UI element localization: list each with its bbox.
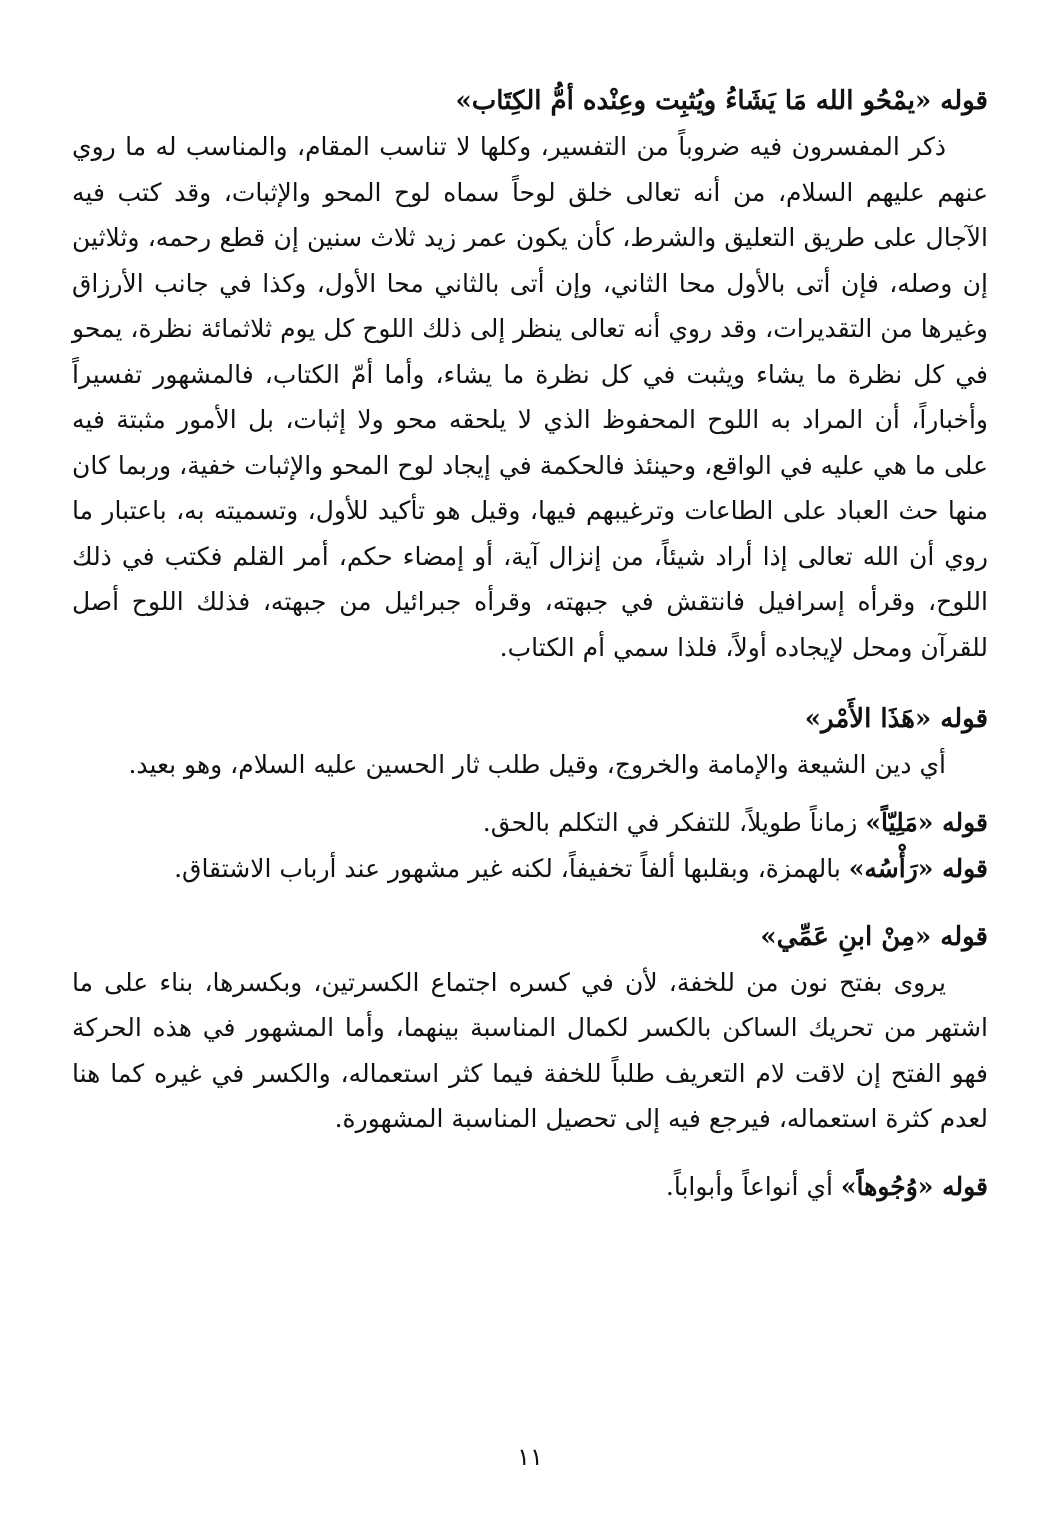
spacer: [72, 670, 988, 696]
inline-entry-text: بالهمزة، وبقلبها ألفاً تخفيفاً، لكنه غير مشهور عند أرباب الاشتقاق.: [174, 853, 849, 883]
section-heading-2: قوله «هَذَا الأَمْر»: [804, 704, 988, 734]
inline-entry-label: قوله «مَلِيّاً»: [865, 807, 988, 837]
inline-entry-1: [72, 800, 988, 846]
final-entry: [72, 1164, 988, 1210]
inline-entry-text: زماناً طويلاً، للتفكر في التكلم بالحق.: [482, 807, 866, 837]
inline-entry-2: [72, 846, 988, 892]
section-paragraph-3: يروى بفتح نون من للخفة، لأن في كسره اجتماع الكسرتين، وبكسرها، بناء على ما اشتهر من تحريك الساكن بالكسر لكمال المناسبة بينهما، وأما المشهور في هذه الحركة فهو الفتح إن لاقت لام التعريف طلباً للخفة فيما كثر استعماله، والكسر في غيره كما هنا لعدم كثرة استعماله، فيرجع فيه إلى تحصيل المناسبة المشهورة.: [72, 967, 988, 1133]
final-entry-text: أي أنواعاً وأبواباً.: [665, 1171, 841, 1201]
page-body: [72, 78, 988, 1210]
section-heading-1: قوله «يمْحُو الله مَا يَشَاءُ ويُثبِت وعِنْده أمُّ الكِتَاب»: [455, 86, 988, 116]
final-entry-label: قوله «وُجُوهاً»: [840, 1171, 988, 1201]
section-paragraph-2: أي دين الشيعة والإمامة والخروج، وقيل طلب ثار الحسين عليه السلام، وهو بعيد.: [128, 750, 946, 779]
spacer: [72, 788, 988, 800]
section-paragraph-1: ذكر المفسرون فيه ضروباً من التفسير، وكلها لا تناسب المقام، والمناسب له ما روي عنهم عليهم السلام، من أنه تعالى خلق لوحاً سماه لوح المحو والإثبات، وقد كتب فيه الآجال على طريق التعليق والشرط، كأن يكون عمر زيد ثلاث سنين إن قطع رحمه، وثلاثين إن وصله، فإن أتى بالأول محا الثاني، وإن أتى بالثاني محا الأول، وكذا في جانب الأرزاق وغيرها من التقديرات، وقد روي أنه تعالى ينظر إلى ذلك اللوح كل يوم ثلاثمائة نظرة، يمحو في كل نظرة ما يشاء ويثبت في كل نظرة ما يشاء، وأما أمّ الكتاب، فالمشهور تفسيراً وأخباراً، أن المراد به اللوح المحفوظ الذي لا يلحقه محو ولا إثبات، بل الأمور مثبتة فيه على ما هي عليه في الواقع، وحينئذ فالحكمة في إيجاد لوح المحو والإثبات خفية، وربما كان منها حث العباد على الطاعات وترغيبهم فيها، وقيل هو تأكيد للأول، وتسميته به، باعتبار ما روي أن الله تعالى إذا أراد شيئاً، من إنزال آية، أو إمضاء حكم، أمر القلم فكتب في ذلك اللوح، وقرأه إسرافيل فانتقش في جبهته، وقرأه جبرائيل من جبهته، فذلك اللوح أصل للقرآن ومحل لإيجاده أولاً، فلذا سمي أم الكتاب.: [72, 132, 988, 662]
section-heading-3: قوله «مِنْ ابنِ عَمِّي»: [760, 921, 988, 952]
page-number: ١١: [517, 1443, 543, 1471]
inline-entry-label: قوله «رَأْسُه»: [848, 853, 988, 883]
spacer: [72, 1142, 988, 1164]
spacer: [72, 892, 988, 914]
